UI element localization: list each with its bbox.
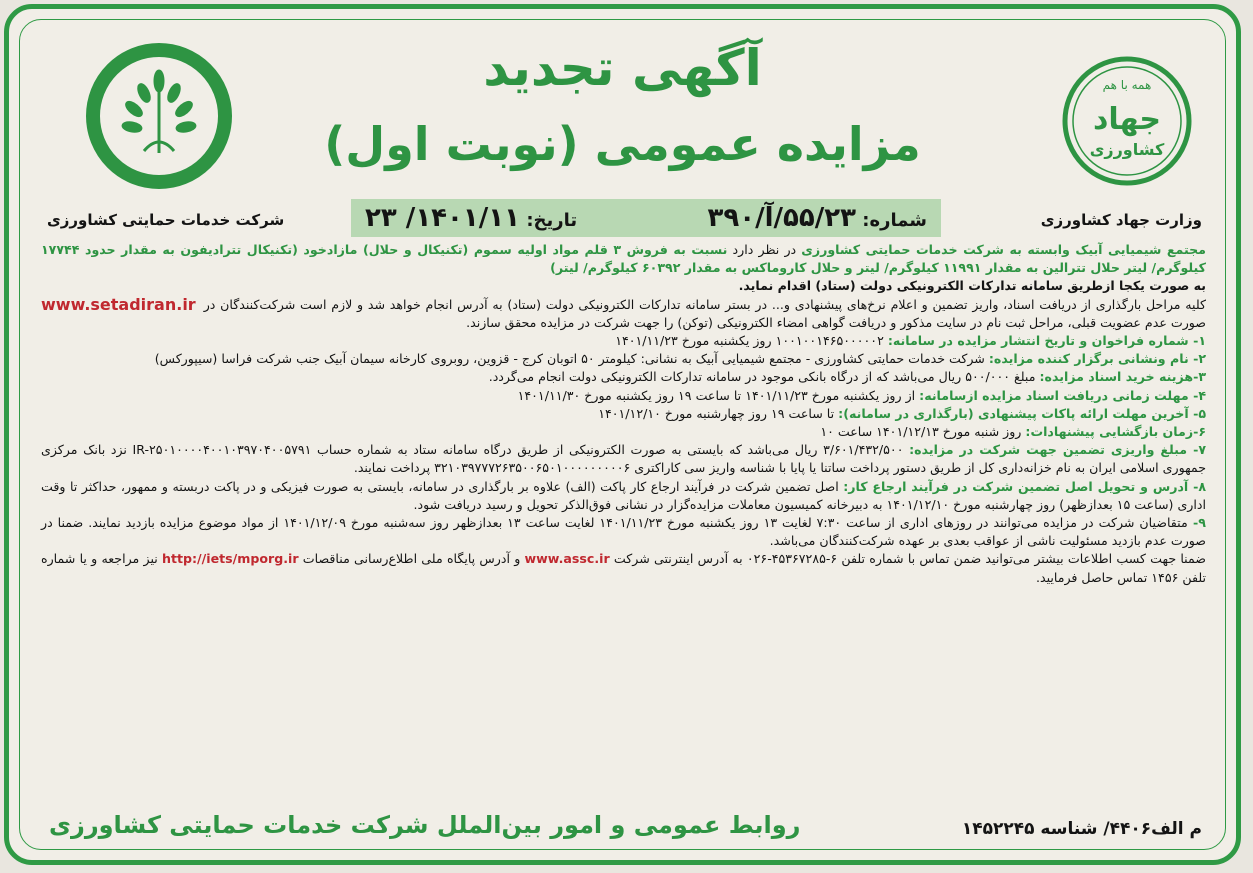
date-value: ۱۴۰۱/۱۱/ ۲۳ (365, 203, 521, 233)
logo-right-top: همه با هم (1102, 78, 1152, 92)
setad-line: به صورت یکجا ازطریق سامانه تدارکات الکترونیکی دولت (ستاد) اقدام نماید. (738, 278, 1206, 294)
notice-code: م الف۴۴۰۶/ شناسه ۱۴۵۲۲۴۵ (961, 819, 1202, 839)
item-text: مبلغ ۵۰۰/۰۰۰ ریال می‌باشد که از درگاه بانکی موجود در سامانه تدارکات الکترونیکی دولت انجام می‌گردد. (488, 369, 1040, 385)
intro-verb: در نظر دارد (727, 242, 802, 257)
item-label: ۵- آخرین مهلت ارائه پاکات پیشنهادی (بارگذاری در سامانه): (838, 405, 1206, 421)
item-label: ۴- مهلت زمانی دریافت اسناد مزایده ازسامانه: (919, 387, 1206, 403)
date-label: تاریخ: (526, 210, 578, 231)
ministry-name: وزارت جهاد کشاورزی (1040, 211, 1202, 229)
item-text: ۱۰۰۱۰۰۱۴۶۵۰۰۰۰۰۲ روز یکشنبه مورخ ۱۴۰۱/۱۱/۲۳ (615, 333, 888, 349)
item-label: ۳-هزینه خرید اسناد مزایده: (1039, 369, 1206, 385)
number-group (708, 203, 928, 233)
contact-text-3: نیز مراجعه و یا شماره تلفن ۱۴۵۶ تماس حاصل فرمایید. (41, 551, 1206, 585)
number-label: شماره: (862, 210, 927, 231)
intro-lead: مجتمع شیمیایی آبیک وابسته به شرکت خدمات حمایتی کشاورزی (801, 242, 1206, 257)
item-3 (41, 368, 1206, 386)
number-date-box (351, 199, 941, 237)
intro-paragraph (41, 241, 1206, 277)
item-9 (41, 514, 1206, 550)
contact-text-1: ضمنا جهت کسب اطلاعات بیشتر می‌توانید ضمن تماس با شماره تلفن ۶-۴۵۳۶۷۲۸۵-۰۲۶ به آدرس اینترنتی شرکت (613, 551, 1206, 567)
number-value: ۵۵/۲۳/آ/۳۹۰ (707, 203, 856, 233)
item-5 (41, 405, 1206, 423)
title-line-1: آگهی تجدید (483, 39, 762, 97)
item-label: ۲- نام ونشانی برگزار کننده مزایده: (988, 351, 1206, 367)
item-label: ۹- (1187, 515, 1206, 531)
date-group (365, 203, 577, 233)
item-1 (41, 332, 1206, 350)
item-7 (41, 441, 1206, 477)
stages-paragraph (41, 296, 1206, 332)
item-6 (41, 423, 1206, 441)
item-label: ۷- مبلغ واریزی تضمین جهت شرکت در مزایده: (909, 442, 1206, 458)
item-2 (41, 350, 1206, 368)
setad-url-link[interactable]: www.setadiran.ir (41, 294, 196, 314)
stages-text-2: انجام خواهد شد و لازم است شرکت‌کنندگان در صورت عدم عضویت قبلی، مراحل ثبت نام در سایت مذکور و دریافت گواهی امضاء الکترونیکی (توکن) را جهت شرکت در مزایده محقق سازند. (203, 296, 1206, 330)
item-label: ۶-زمان بازگشایی پیشنهادات: (1025, 424, 1206, 440)
item-label: ۸- آدرس و تحویل اصل تضمین شرکت در فرآیند ارجاع کار: (843, 478, 1207, 494)
item-text: تا ساعت ۱۹ روز چهارشنبه مورخ ۱۴۰۱/۱۲/۱۰ (598, 405, 839, 421)
item-label: ۱- شماره فراخوان و تاریخ انتشار مزایده در سامانه: (887, 333, 1206, 349)
items-list (41, 332, 1206, 550)
contact-text-2: و آدرس پایگاه ملی اطلاع‌رسانی مناقصات (302, 551, 521, 567)
intro-items: نسبت به فروش ۳ قلم مواد اولیه سموم (تکنیکال و حلال) مازادخود (تکنیکال تترادیفون به مقدار حدود ۱۷۷۴۴ کیلوگرم/ لیتر حلال تترالین به مقدار ۱۱۹۹۱ کیلوگرم/ لیتر و حلال کاروماکس به مقدار ۶۰۳۹۲ کیلوگرم/ لیتر) (41, 242, 1206, 276)
stages-text-1: کلیه مراحل بارگذاری از دریافت اسناد، واریز تضمین و اعلام نرخ‌های پیشنهادی و... در بستر سامانه تدارکات الکترونیکی دولت (ستاد) به آدرس (457, 296, 1206, 312)
item-text: ۳/۶۰۱/۴۳۲/۵۰۰ ریال می‌باشد که بایستی به صورت الکترونیکی از طریق درگاه سامانه ستاد به شماره حساب IR-۲۵۰۱۰۰۰۰۴۰۰۱۰۳۹۷۰۴۰۰۵۷۹۱ نزد بانک مرکزی جمهوری اسلامی ایران به نام خزانه‌داری کل از طریق دستور پرداخت ساتنا یا پایا با شناسه واریز سی کاراکتری ۳۲۱۰۳۹۷۷۷۲۶۳۵۰۰۶۵۰۱۰۰۰۰۰۰۰۰۰۶ پرداخت نمایند. (41, 442, 1206, 476)
contact-paragraph (41, 550, 1206, 586)
item-text: اصل تضمین شرکت در فرآیند ارجاع کار پاکت (الف) علاوه بر بارگذاری در سامانه، بایستی به صورت فیزیکی و در پاکت دربسته و ممهور، حداکثر تا وقت اداری (ساعت ۱۵ بعدازظهر) روز چهارشنبه مورخ ۱۴۰۱/۱۲/۱۰ به دبیرخانه کمیسیون معاملات مزایده‌گزار در نشانی فوق‌الذکر تحویل و رسید دریافت شود. (41, 478, 1206, 512)
item-text: شرکت خدمات حمایتی کشاورزی - مجتمع شیمیایی آبیک به نشانی: کیلومتر ۵۰ اتوبان کرج - قزوین، روبروی کارخانه سیمان آبیک جنب شرکت فراسا (سیپورکس) (154, 351, 989, 367)
item-text: متقاضیان شرکت در مزایده می‌توانند در روزهای اداری از ساعت ۷:۳۰ لغایت ۱۳ روز یکشنبه مورخ ۱۴۰۱/۱۱/۲۳ لغایت ساعت ۱۳ بعدازظهر روز سه‌شنبه مورخ ۱۴۰۱/۱۲/۰۹ از مواد موضوع مزایده بازدید نمایند. ضمنا در صورت عدم بازدید مسئولیت ناشی از عواقب بعدی بر عهده شرکت‌کنندگان می‌باشد. (41, 515, 1206, 549)
notice-frame (4, 4, 1241, 865)
iets-url-link[interactable]: http://iets/mporg.ir (162, 551, 299, 567)
title-line-2: مزایده عمومی (نوبت اول) (324, 117, 921, 171)
public-relations-line: روابط عمومی و امور بین‌الملل شرکت خدمات حمایتی کشاورزی (49, 811, 801, 839)
item-text: از روز یکشنبه مورخ ۱۴۰۱/۱۱/۲۳ تا ساعت ۱۹ روز یکشنبه مورخ ۱۴۰۱/۱۱/۳۰ (517, 387, 920, 403)
logo-right-sub: کشاورزی (1089, 140, 1165, 159)
item-text: روز شنبه مورخ ۱۴۰۱/۱۲/۱۳ ساعت ۱۰ (820, 424, 1026, 440)
item-8 (41, 478, 1206, 514)
assc-url-link[interactable]: www.assc.ir (524, 551, 610, 567)
item-4 (41, 387, 1206, 405)
logo-right-main: جهاد (1092, 102, 1162, 137)
org-name: شرکت خدمات حمایتی کشاورزی (47, 211, 285, 229)
notice-body (41, 241, 1206, 587)
